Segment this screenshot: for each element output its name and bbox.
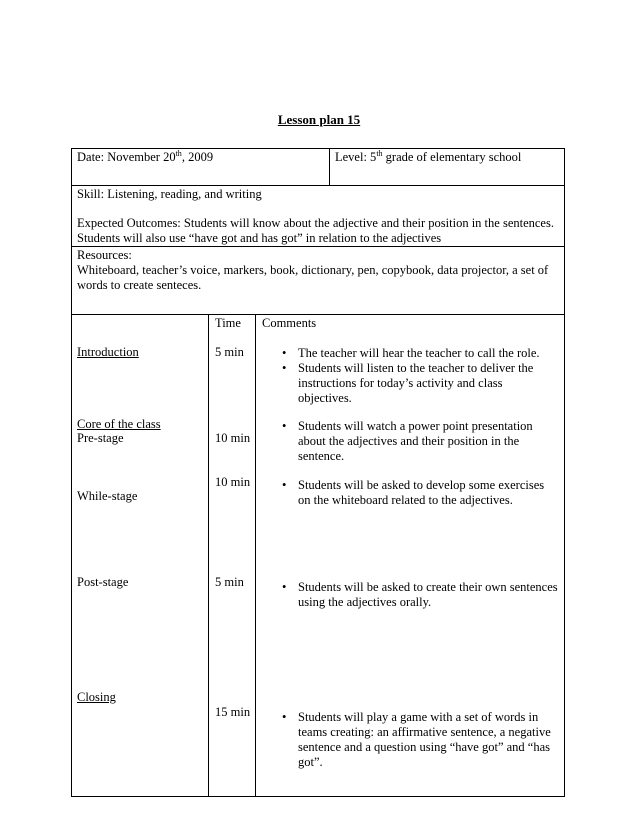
row-divider-3 [71,314,565,315]
time-header: Time [215,316,241,330]
comments-introduction [278,346,540,406]
table-border-left [71,148,72,797]
list-item: • Students will listen to the teacher to deliver the instructions for today’s activity and class objectives. [278,361,540,406]
resources-label: Resources: [77,248,132,262]
stage-while: While-stage [77,489,138,503]
table-border-top [71,148,565,149]
stage-core: Core of the class [77,417,161,431]
stage-pre: Pre-stage [77,431,124,445]
stage-introduction: Introduction [77,345,139,359]
list-item: • Students will be asked to create their own sentences using the adjectives orally. [278,580,561,610]
time-introduction: 5 min [215,345,244,359]
level-suffix: grade of elementary school [382,150,522,164]
time-pre: 10 min [215,431,251,445]
level-prefix: Level: 5 [335,150,377,164]
list-item: • Students will be asked to develop some exercises on the whiteboard related to the adjectives. [278,478,548,508]
date-cell [77,150,213,165]
comments-post [278,580,561,610]
level-sup: th [376,149,383,158]
list-item: • The teacher will hear the teacher to call the role. [278,346,540,361]
time-closing: 15 min [215,705,251,719]
skill-text: Skill: Listening, reading, and writing [77,187,262,201]
row-divider-1 [71,185,565,186]
level-cell [335,150,521,165]
table-border-right [564,148,565,797]
list-item: • Students will play a game with a set of words in teams creating: an affirmative sentence, a negative sentence and a question using “have got” and “has got”. [278,710,554,770]
list-item: • Students will watch a power point presentation about the adjectives and their position in the sentence. [278,419,540,464]
time-column-right [255,314,256,797]
date-prefix: Date: November 20 [77,150,176,164]
stage-closing: Closing [77,690,116,704]
time-post: 5 min [215,575,244,589]
time-while: 10 min [215,475,251,489]
expected-outcomes: Expected Outcomes: Students will know about the adjective and their position in the sentences. Students will also use “have got and has got” in relation to the adjectives [77,216,554,245]
table-border-bottom [71,796,565,797]
comments-closing [278,710,554,770]
row-divider-2 [71,246,565,247]
comments-header: Comments [262,316,317,330]
resources-text: Whiteboard, teacher’s voice, markers, book, dictionary, pen, copybook, data projector, a set of words to create senteces. [77,263,549,292]
date-sup: th [175,149,182,158]
page-title: Lesson plan 15 [277,112,361,127]
comments-while [278,478,548,508]
date-level-divider [329,148,330,186]
time-column-left [208,314,209,797]
date-suffix: , 2009 [181,150,214,164]
stage-post: Post-stage [77,575,129,589]
comments-pre [278,419,540,464]
